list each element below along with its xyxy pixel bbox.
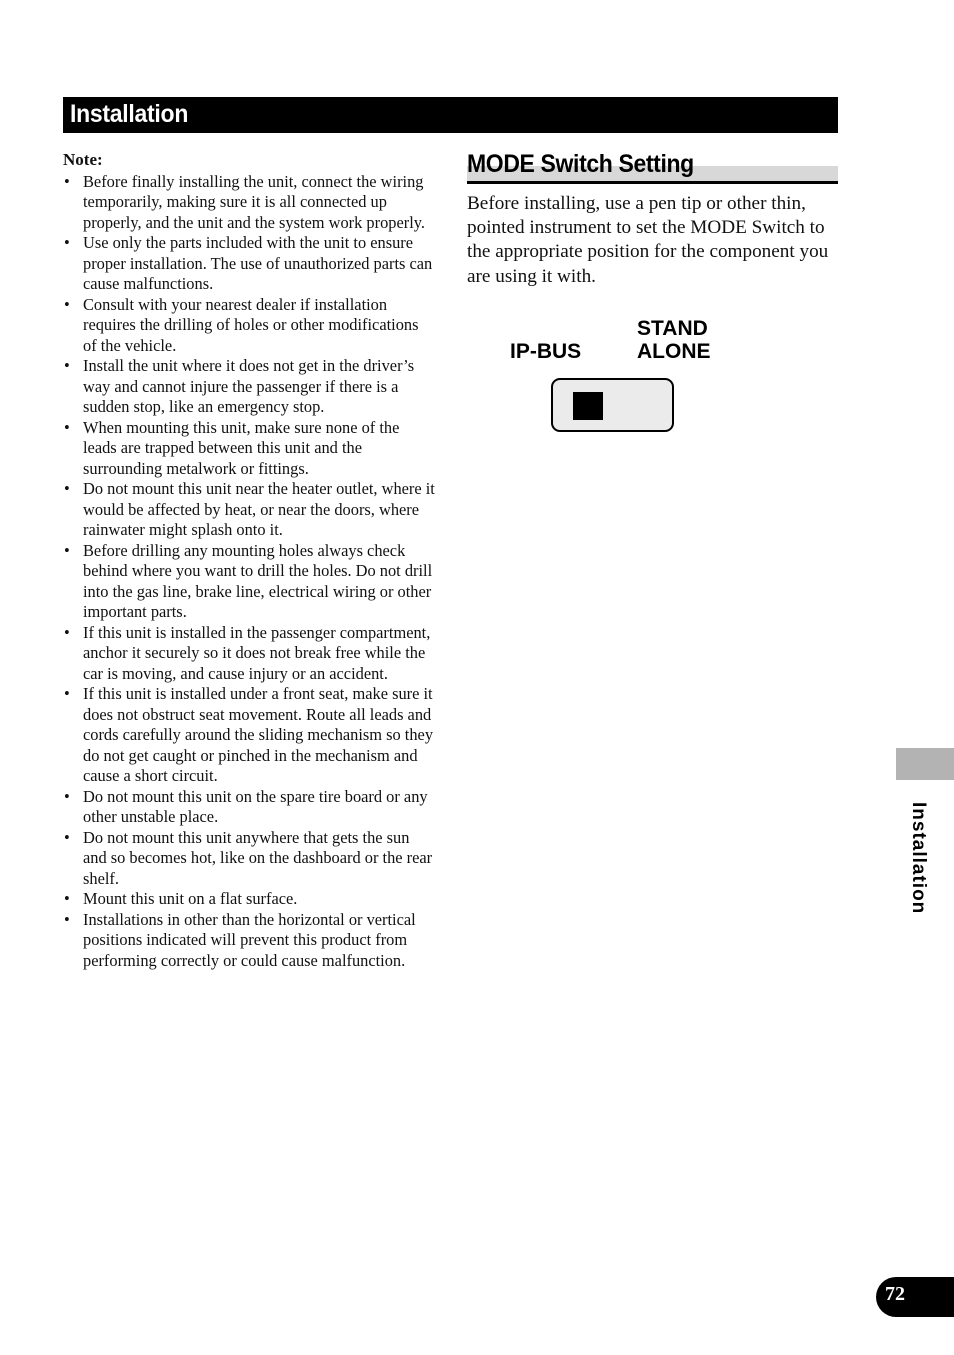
note-item: • Before drilling any mounting holes always check behind where you want to drill the holes. Do not drill into the gas line, brake line, electrical wiring or other important parts. [63,541,435,623]
heading-underline [467,181,838,184]
side-tab-marker [896,748,954,780]
note-item: • Use only the parts included with the unit to ensure proper installation. The use of unauthorized parts can cause malfunctions. [63,233,435,295]
note-list [63,172,435,972]
section-header-bar [63,97,838,133]
note-item: • Before finally installing the unit, connect the wiring temporarily, making sure it is all connected up properly, and the unit and the system work properly. [63,172,435,234]
note-title: Note: [63,150,103,169]
note-item: • Installations in other than the horizontal or vertical positions indicated will prevent this product from performing correctly or could cause malfunction. [63,910,435,972]
mode-switch-knob [573,392,603,420]
note-item: • If this unit is installed under a front seat, make sure it does not obstruct seat movement. Route all leads and cords carefully around the sliding mechanism so they do not get caught or pinched in the mechanism and cause a short circuit. [63,684,435,787]
ip-bus-label: IP-BUS [510,340,582,363]
note-item: • Do not mount this unit anywhere that gets the sun and so becomes hot, like on the dashboard or the rear shelf. [63,828,435,890]
note-item: • Consult with your nearest dealer if installation requires the drilling of holes or other modifications of the vehicle. [63,295,435,357]
stand-label: STAND [637,317,708,340]
mode-switch-description: Before installing, use a pen tip or other thin, pointed instrument to set the MODE Switch to the appropriate position for the component you are using it with. [467,193,829,287]
note-item: • Install the unit where it does not get in the driver’s way and cannot injure the passenger if there is a sudden stop, like an emergency stop. [63,356,435,418]
mode-switch-heading-text: MODE Switch Setting [467,150,694,178]
alone-label: ALONE [637,340,711,363]
page-number-badge [876,1277,954,1317]
section-header-title: Installation [70,100,189,128]
note-column [63,150,435,971]
note-item: • Do not mount this unit on the spare tire board or any other unstable place. [63,787,435,828]
note-item: • Do not mount this unit near the heater outlet, where it would be affected by heat, or near the doors, where rainwater might splash onto it. [63,479,435,541]
note-item: • Mount this unit on a flat surface. [63,889,435,910]
mode-switch-heading [467,150,838,185]
side-tab-label: Installation [908,802,929,915]
page-number: 72 [885,1283,905,1305]
mode-switch-illustration [551,378,674,432]
note-item: • When mounting this unit, make sure none of the leads are trapped between this unit and the surrounding metalwork or fittings. [63,418,435,480]
note-item: • If this unit is installed in the passenger compartment, anchor it securely so it does not break free while the car is moving, and cause injury or an accident. [63,623,435,685]
